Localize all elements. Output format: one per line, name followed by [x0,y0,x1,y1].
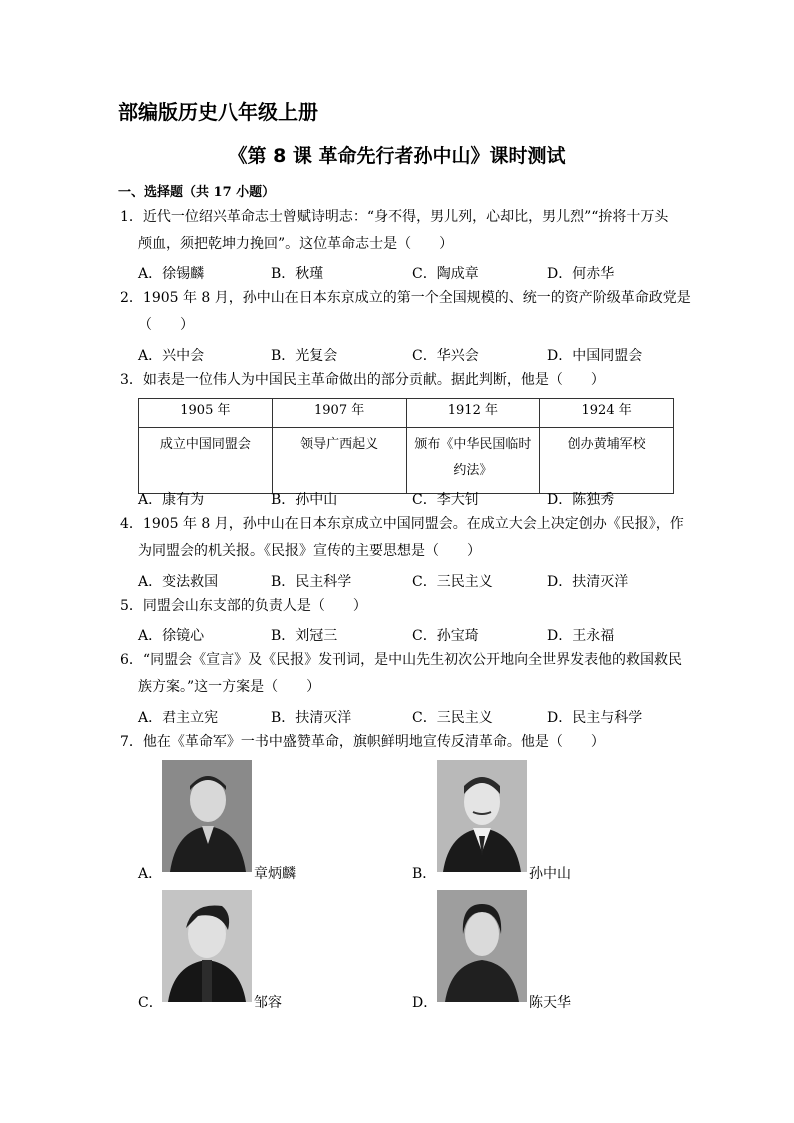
q4-option-b[interactable]: B．民主科学 [271,574,352,590]
portrait-chen-tianhua-image[interactable] [437,890,527,1002]
q4-option-c[interactable]: C．三民主义 [412,574,493,590]
q7-option-d-name[interactable]: 陈天华 [529,995,571,1011]
q7-option-c-name[interactable]: 邹容 [254,995,282,1011]
question-7-line-1: 7．他在《革命军》一书中盛赞革命，旗帜鲜明地宣传反清革命。他是（ ） [120,734,605,750]
table-header-row [139,399,674,428]
table-cell-year: 1905 年 [139,399,273,428]
portrait-image [162,890,252,1002]
portrait-zhang-binglin-image[interactable] [162,760,252,872]
question-4-line-2: 为同盟会的机关报。《民报》宣传的主要思想是（ ） [138,543,481,559]
table-cell-event-text: 颁布《中华民国临时约法》 [414,437,532,478]
table-cell-year: 1907 年 [272,399,406,428]
q1-option-c[interactable]: C．陶成章 [412,266,479,282]
question-2-line-2: （ ） [138,317,194,333]
table-cell-event: 领导广西起义 [272,428,406,494]
table-cell-event: 创办黄埔军校 [540,428,674,494]
table-cell-year: 1924 年 [540,399,674,428]
q7-option-b-letter[interactable]: B． [412,866,437,882]
portrait-zou-rong-image[interactable] [162,890,252,1002]
q3-option-a[interactable]: A．康有为 [138,492,205,508]
question-6-line-2: 族方案。”这一方案是（ ） [138,679,321,695]
q3-option-b[interactable]: B．孙中山 [271,492,338,508]
q5-option-b[interactable]: B．刘冠三 [271,628,338,644]
q3-option-c[interactable]: C．李大钊 [412,492,479,508]
q5-option-d[interactable]: D．王永福 [547,628,615,644]
question-1-line-2: 颅血，须把乾坤力挽回”。这位革命志士是（ ） [138,236,454,252]
table-cell-event: 成立中国同盟会 [139,428,273,494]
q2-option-d[interactable]: D．中国同盟会 [547,348,643,364]
question-5-line-1: 5．同盟会山东支部的负责人是（ ） [120,598,367,614]
q7-option-a-letter[interactable]: A． [138,866,163,882]
q4-option-a[interactable]: A．变法救国 [138,574,219,590]
portrait-image [437,760,527,872]
portrait-sun-zhongshan-image[interactable] [437,760,527,872]
q2-option-a[interactable]: A．兴中会 [138,348,205,364]
q7-option-b-name[interactable]: 孙中山 [529,866,571,882]
q6-option-d[interactable]: D．民主与科学 [547,710,643,726]
q5-option-c[interactable]: C．孙宝琦 [412,628,479,644]
q1-option-a[interactable]: A．徐锡麟 [138,266,205,282]
q6-option-c[interactable]: C．三民主义 [412,710,493,726]
q7-option-d-letter[interactable]: D． [412,995,438,1011]
question-6-line-1: 6．“同盟会《宣言》及《民报》发刊词，是中山先生初次公开地向全世界发表他的救国救民 [120,652,683,668]
table-cell-year: 1912 年 [406,399,540,428]
q2-option-b[interactable]: B．光复会 [271,348,338,364]
q1-option-b[interactable]: B．秋瑾 [271,266,324,282]
lesson-title: 《第 8 课 革命先行者孙中山》课时测试 [228,145,566,167]
question-1-line-1: 1．近代一位绍兴革命志士曾赋诗明志：“身不得，男儿列，心却比，男儿烈”“拚将十万头 [120,209,669,225]
q7-option-c-letter[interactable]: C． [138,995,163,1011]
question-2-line-1: 2．1905 年 8 月，孙中山在日本东京成立的第一个全国规模的、统一的资产阶级革命政党是 [120,290,691,306]
q1-option-d[interactable]: D．何赤华 [547,266,615,282]
q6-option-b[interactable]: B．扶清灭洋 [271,710,352,726]
section-heading: 一、选择题（共 17 小题） [118,185,276,200]
contribution-table [138,398,674,494]
portrait-image [162,760,252,872]
document-title: 部编版历史八年级上册 [118,100,318,124]
q3-option-d[interactable]: D．陈独秀 [547,492,615,508]
table-cell-event [406,428,540,494]
portrait-image [437,890,527,1002]
question-4-line-1: 4．1905 年 8 月，孙中山在日本东京成立中国同盟会。在成立大会上决定创办《民报》，作 [120,516,684,532]
question-3-line-1: 3．如表是一位伟人为中国民主革命做出的部分贡献。据此判断，他是（ ） [120,372,605,388]
q5-option-a[interactable]: A．徐镜心 [138,628,205,644]
table-body-row [139,428,674,494]
q2-option-c[interactable]: C．华兴会 [412,348,479,364]
q7-option-a-name[interactable]: 章炳麟 [254,866,296,882]
q4-option-d[interactable]: D．扶清灭洋 [547,574,629,590]
q6-option-a[interactable]: A．君主立宪 [138,710,219,726]
